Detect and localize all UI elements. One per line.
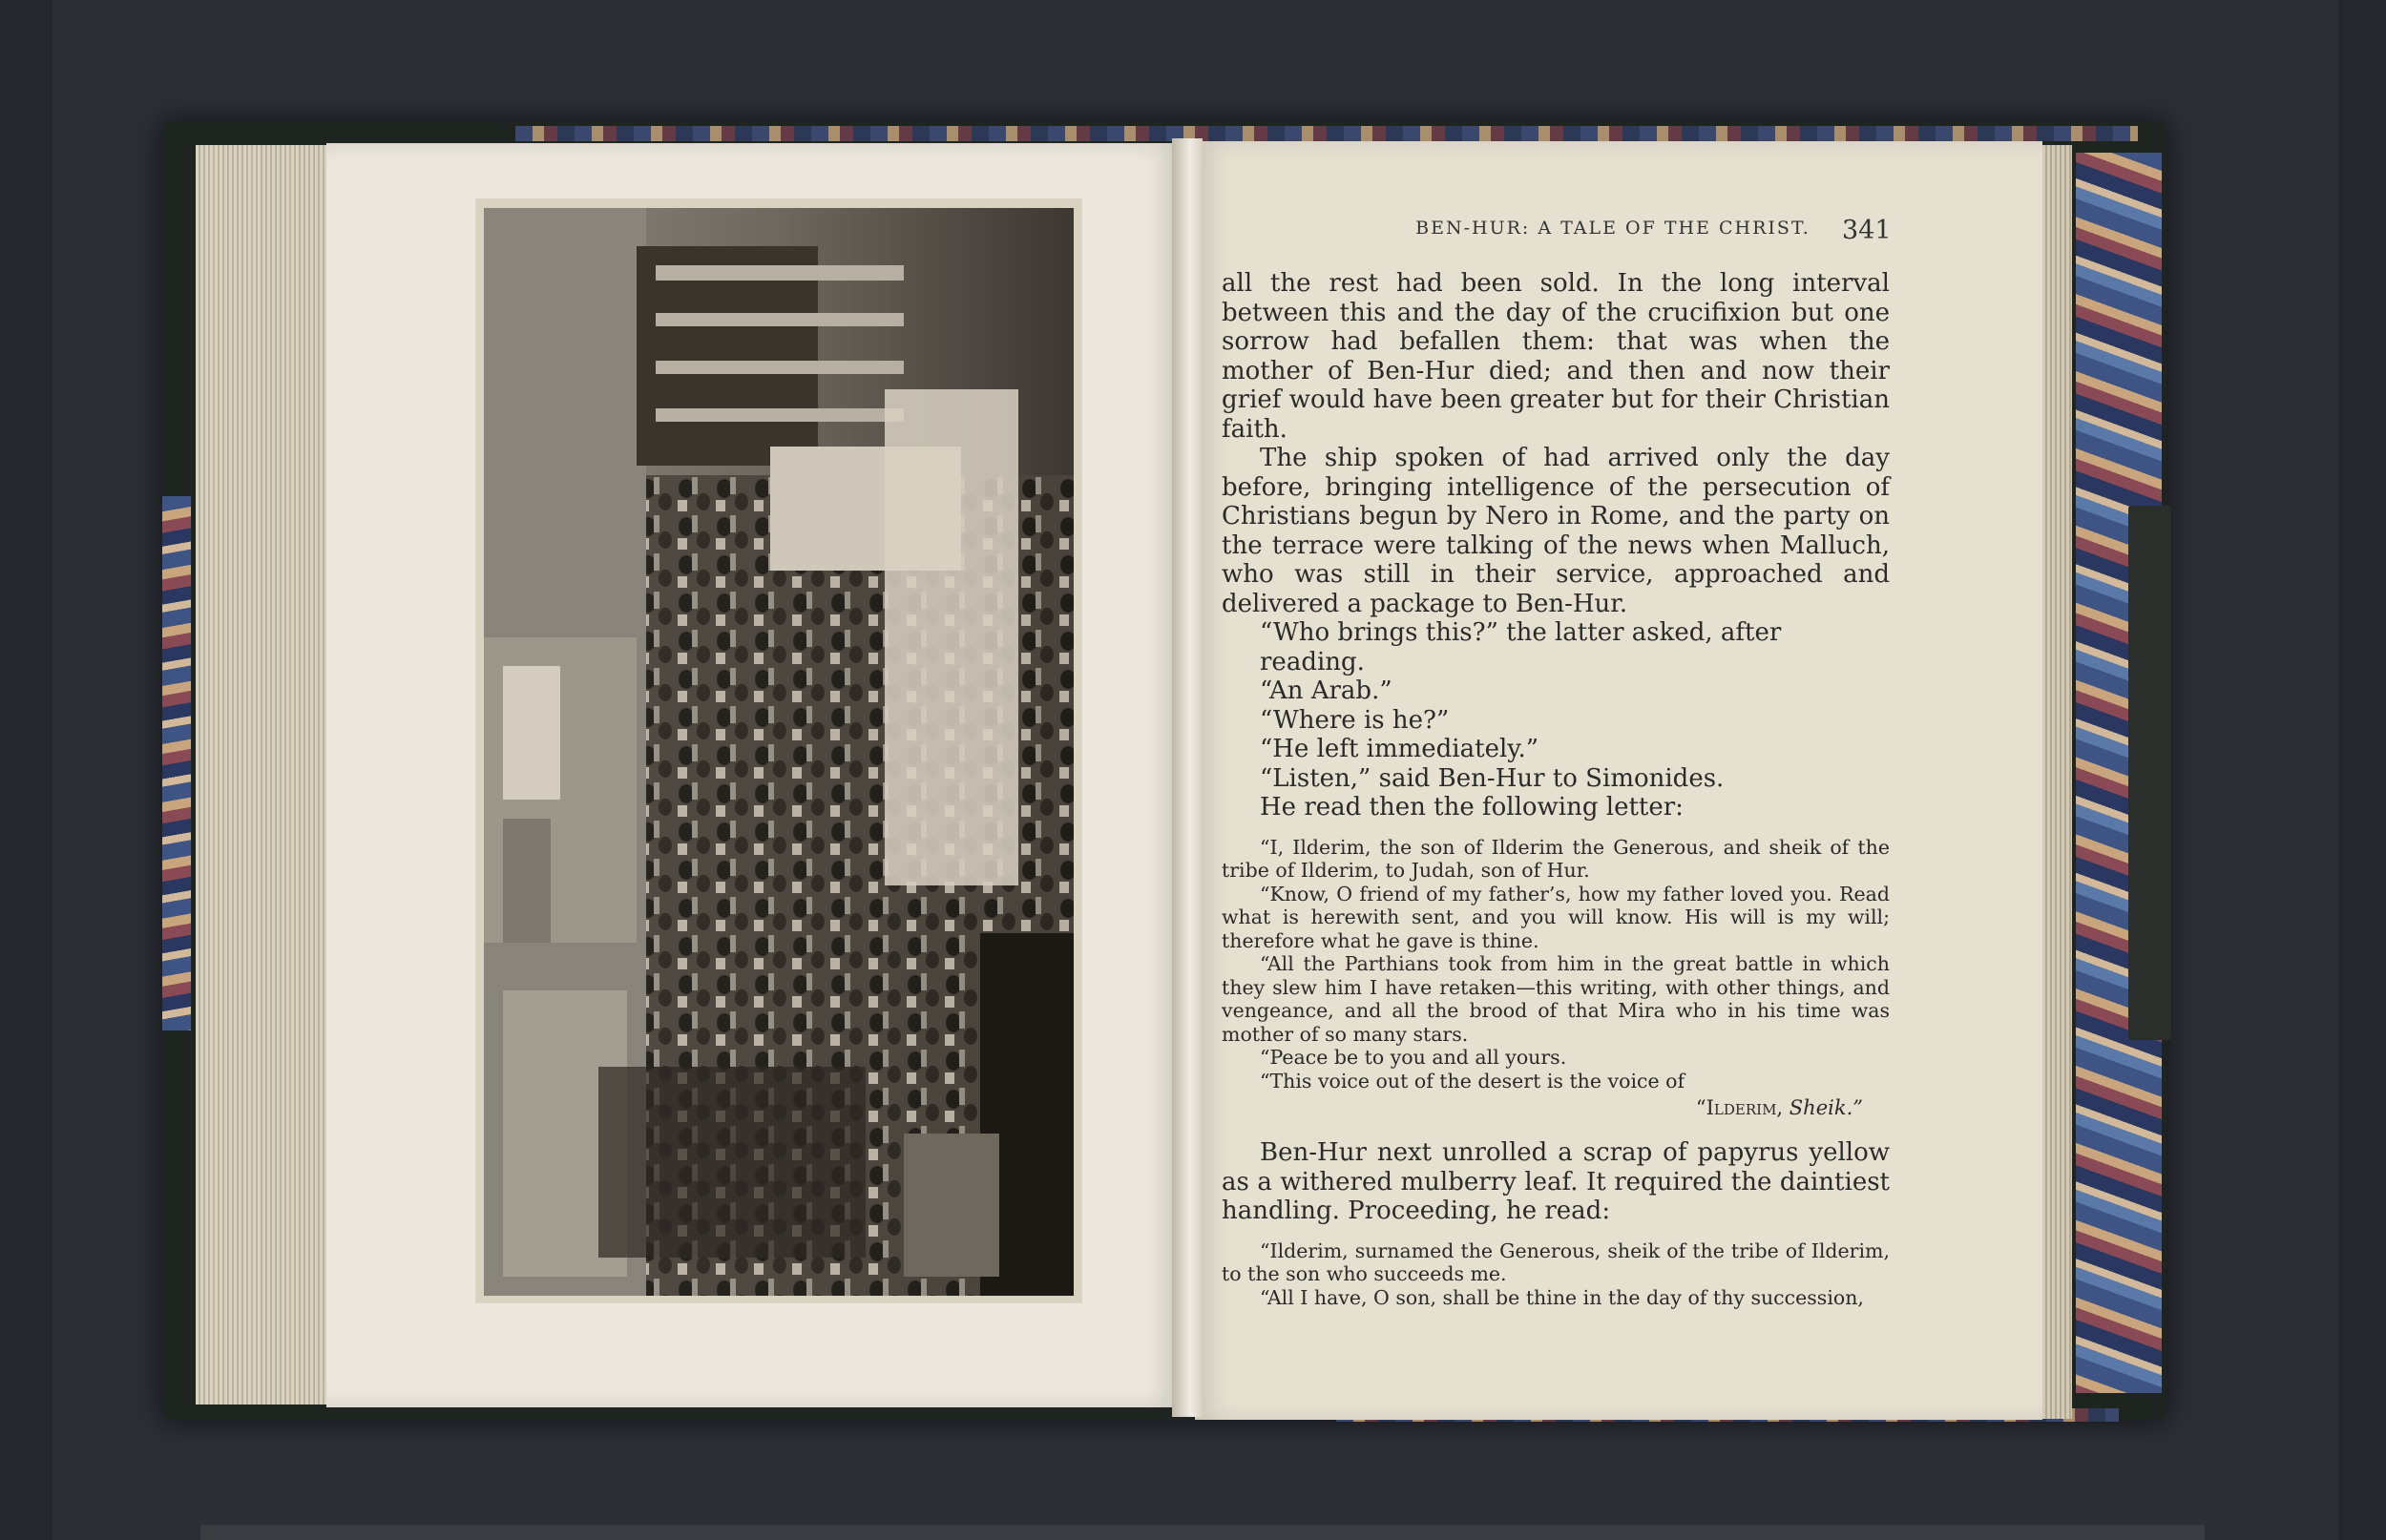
papyrus-paragraph: “Ilderim, surnamed the Generous, sheik of the tribe of Ilderim, to the son who succeeds me. (1222, 1238, 1890, 1285)
page-body (1222, 269, 1890, 1309)
dialogue-line: “He left immediately.” (1260, 735, 1539, 763)
page-block-right (2038, 145, 2072, 1419)
running-head: BEN-HUR: A TALE OF THE CHRIST. (1415, 218, 1810, 239)
letter-paragraph: “I, Ilderim, the son of Ilderim the Generous, and sheik of the tribe of Ilderim, to Judah, son of Hur. (1222, 835, 1890, 882)
table-edge (200, 1525, 2205, 1540)
papyrus-paragraph: “All I have, O son, shall be thine in the day of thy succession, (1260, 1285, 1864, 1309)
dialogue-line: “An Arab.” (1260, 676, 1392, 705)
dialogue-line: “Who brings this?” the latter asked, after reading. (1260, 618, 1782, 676)
marbled-endpaper-left (162, 496, 191, 1030)
paragraph: The ship spoken of had arrived only the day before, bringing intelligence of the persecution of Christians begun by Nero in Rome, and the party on the terrace were talking of the news when Malluch, who was still in their service, approached and delivered a package to Ben-Hur. (1222, 444, 1890, 618)
book-gutter (1172, 138, 1203, 1417)
cover-corner-right (2128, 506, 2171, 1040)
letter-signature (1222, 1096, 1890, 1119)
page-number: 341 (1842, 216, 1892, 245)
letter-paragraph: “Know, O friend of my father’s, how my father loved you. Read what is herewith sent, and you will know. His will is my will; therefore what he gave is thine. (1222, 882, 1890, 952)
paragraph: all the rest had been sold. In the long interval between this and the day of the crucifixion but one sorrow had befallen them: that was when the mother of Ben-Hur died; and then and now their grief would have been greater but for their Christian faith. (1222, 269, 1890, 444)
signature-title: Sheik.” (1789, 1096, 1863, 1119)
signature-name: “Ilderim, (1695, 1096, 1784, 1119)
illustration-engraving (484, 208, 1074, 1296)
marbled-edge-top (515, 126, 2138, 141)
letter-paragraph: “Peace be to you and all yours. (1260, 1046, 1567, 1069)
dialogue-line: “Listen,” said Ben-Hur to Simonides. (1260, 763, 1725, 793)
illustration-photograph (484, 208, 1074, 1296)
dialogue-line: He read then the following letter: (1260, 793, 1684, 822)
page-block-left (196, 145, 329, 1405)
paragraph: Ben-Hur next unrolled a scrap of papyrus yellow as a withered mulberry leaf. It required the daintiest handling. Proceeding, he read: (1222, 1138, 1890, 1225)
letter-paragraph: “This voice out of the desert is the voice of (1260, 1069, 1685, 1093)
letter-paragraph: “All the Parthians took from him in the great battle in which they slew him I have retaken—this writing, with other things, and vengeance, and all the brood of that Mira who in his time was mother of so many stars. (1222, 952, 1890, 1046)
dialogue-line: “Where is he?” (1260, 705, 1450, 735)
